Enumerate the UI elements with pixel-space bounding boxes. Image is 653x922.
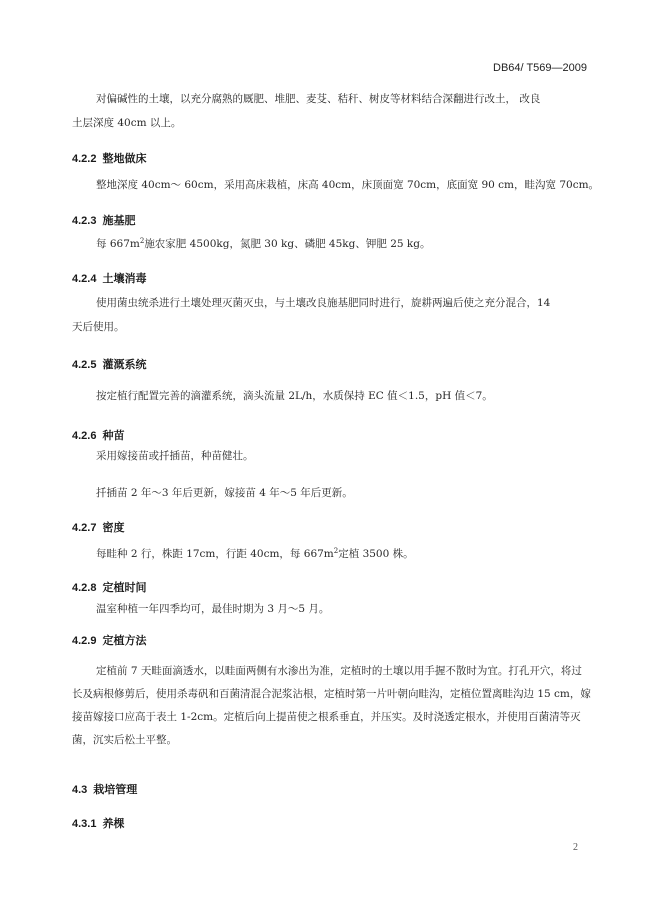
section-number: 4.2.5	[72, 359, 97, 371]
paragraph-4-2-4-line-1: 使用菌虫统杀进行土壤处理灭菌灭虫，与土壤改良施基肥同时进行，旋耕两遍后使之充分混合，14	[96, 297, 551, 309]
text-run: 定植前 7 天畦面滴透水，以畦面两侧有水渗出为准，定植时的土壤以用手握不散时为宜。打孔开穴，将过长及病根修剪后，使用杀毒矾和百菌清混合泥浆沾根，定植时第一片叶朝向畦沟，定植位置离畦沟边 15 cm，嫁接苗嫁接口应高于表土 1-2cm。定植后向上提苗使之根系垂直，并压实。及时浇透定根水，并使用百菌清等灭菌，沉实后松土平整。	[72, 665, 591, 746]
text-run: 每 667m	[96, 238, 140, 250]
paragraph-4-2-5: 按定植行配置完善的滴灌系统，滴头流量 2L/h，水质保持 EC 值＜1.5，pH 值＜7。	[96, 390, 493, 402]
superscript: 2	[333, 547, 339, 555]
section-title: 灌溉系统	[102, 358, 147, 371]
page-number: 2	[573, 842, 578, 853]
intro-paragraph-line-1: 对偏碱性的土壤，以充分腐熟的厩肥、堆肥、麦芟、秸秆、树皮等材料结合深翻进行改土， 改良	[96, 93, 541, 105]
section-title: 栽培管理	[93, 783, 138, 796]
standard-number: DB64/ T569—2009	[493, 62, 587, 74]
section-heading-4-2-7	[72, 519, 124, 535]
section-heading-4-3	[72, 781, 137, 797]
paragraph-4-2-6-2: 扦插苗 2 年～3 年后更新，嫁接苗 4 年～5 年后更新。	[96, 487, 353, 499]
superscript: 2	[139, 237, 145, 245]
section-title: 种苗	[102, 429, 125, 442]
paragraph-4-2-6-1: 采用嫁接苗或扦插苗，种苗健壮。	[96, 450, 254, 462]
paragraph-4-2-3	[96, 234, 430, 251]
text-run: 定植 3500 株。	[338, 548, 414, 560]
section-heading-4-2-8	[72, 579, 146, 595]
section-heading-4-2-3	[72, 212, 135, 228]
section-heading-4-2-5	[72, 356, 146, 372]
paragraph-4-2-7	[96, 544, 414, 561]
section-number: 4.2.7	[72, 522, 97, 534]
section-number: 4.3	[72, 784, 88, 796]
section-number: 4.2.8	[72, 582, 97, 594]
section-heading-4-3-1	[72, 815, 124, 831]
section-number: 4.2.2	[72, 153, 97, 165]
section-number: 4.3.1	[72, 818, 97, 830]
paragraph-4-2-4-line-2: 天后使用。	[72, 321, 125, 333]
section-number: 4.2.4	[72, 273, 97, 285]
paragraph-4-2-2: 整地深度 40cm～ 60cm，采用高床栽植，床高 40cm，床顶面宽 70cm，底面宽 90 cm，畦沟宽 70cm。	[96, 179, 600, 191]
section-title: 定植方法	[102, 634, 147, 647]
section-title: 施基肥	[102, 214, 136, 227]
text-run: 施农家肥 4500kg，氮肥 30 kg、磷肥 45kg、钾肥 25 kg。	[144, 238, 431, 250]
section-number: 4.2.6	[72, 430, 97, 442]
section-heading-4-2-6	[72, 427, 124, 443]
section-title: 土壤消毒	[102, 272, 147, 285]
section-heading-4-2-9	[72, 632, 146, 648]
section-heading-4-2-2	[72, 150, 146, 166]
section-title: 整地做床	[102, 152, 147, 165]
paragraph-4-2-8: 温室种植一年四季均可，最佳时期为 3 月～5 月。	[96, 603, 330, 615]
section-title: 密度	[102, 521, 125, 534]
section-title: 养棵	[102, 817, 125, 830]
section-number: 4.2.3	[72, 215, 97, 227]
intro-paragraph-line-2: 土层深度 40cm 以上。	[72, 117, 182, 129]
section-title: 定植时间	[102, 581, 147, 594]
section-heading-4-2-4	[72, 270, 146, 286]
paragraph-4-2-9	[72, 660, 592, 752]
text-run: 每畦种 2 行，株距 17cm，行距 40cm，每 667m	[96, 548, 334, 560]
section-number: 4.2.9	[72, 635, 97, 647]
